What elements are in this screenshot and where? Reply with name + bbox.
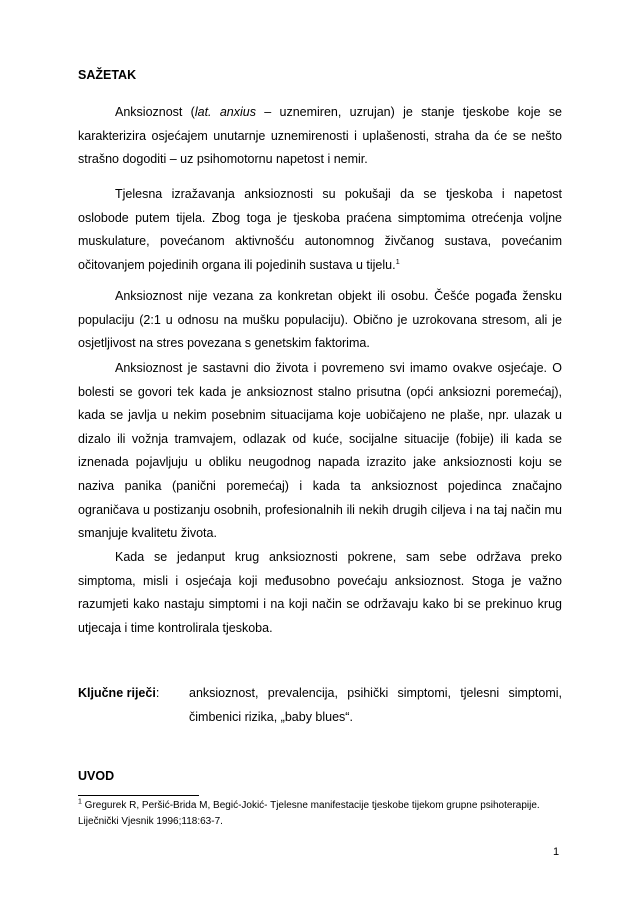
keywords-label: Ključne riječi: (78, 686, 160, 700)
p2-text: Tjelesna izražavanja anksioznosti su pokušaji da se tjeskoba i napetost oslobode putem tijela. Zbog toga je tjeskoba praćena simptomima otrećenja voljne muskulature, povećanom aktivnošću autonomnog živčanog sustava, povećanim očitovanjem pojedinih organa ili pojedinih sustava u tijelu. (78, 187, 562, 272)
footnote-separator (78, 795, 199, 796)
footnote-text: Gregurek R, Peršić-Brida M, Begić-Jokić- Tjelesne manifestacije tjeskobe tijekom grupne psihoterapije. Liječnički Vjesnik 1996;118:63-7. (78, 800, 540, 827)
summary-paragraph-4: Anksioznost je sastavni dio života i povremeno svi imamo ovakve osjećaje. O bolesti se govori tek kada je anksioznost stalno prisutna (opći anksiozni poremećaj), kada se javlja u nekim posebnim situacijama koje uobičajeno ne plaše, npr. ulazak u dizalo ili vožnja tramvajem, odlazak od kuće, socijalne situacije (fobije) ili kada se iznenada pojavljuju u obliku neugodnog napada izrazito jake anksioznosti koju se naziva panika (panični poremećaj) i kada ta anksioznost pojedinca značajno ograničava u postizanju osobnih, profesionalnih ili nekih drugih ciljeva i na taj način mu smanjuje kvalitetu života. (78, 361, 562, 541)
footnote (78, 798, 548, 829)
keywords-value: anksioznost, prevalencija, psihički simptomi, tjelesni simptomi, čimbenici rizika, „baby blues“. (189, 686, 562, 724)
summary-heading: SAŽETAK (78, 68, 137, 82)
footnote-reference: 1 (395, 256, 400, 266)
summary-paragraph-1 (78, 101, 562, 172)
summary-paragraph-2 (78, 183, 562, 277)
p1-before: Anksioznost ( (115, 105, 195, 119)
footnote-number: 1 (78, 798, 82, 806)
page-number: 1 (553, 846, 560, 858)
intro-heading: UVOD (78, 769, 115, 783)
p1-latin-term: lat. anxius (194, 105, 256, 119)
summary-paragraph-5: Kada se jedanput krug anksioznosti pokrene, sam sebe održava preko simptoma, misli i osjećaja koji međusobno povećaju anksioznost. Stoga je važno razumjeti kako nastaju simptomi i na koji način se održavaju kako bi se prekinuo krug utjecaja i time kontrolirala tjeskoba. (78, 550, 562, 635)
summary-paragraph-3: Anksioznost nije vezana za konkretan objekt ili osobu. Češće pogađa žensku populaciju (2:1 u odnosu na mušku populaciju). Obično je uzrokovana stresom, ali je osjetljivost na stres povezana s genetskim faktorima. (78, 289, 562, 351)
p1-after: – uznemiren, uzrujan) je stanje tjeskobe koje se karakterizira osjećajem unutarnje uznemirenosti i uplašenosti, straha da će se nešto strašno dogoditi – uz psihomotornu napetost i nemir. (78, 105, 563, 167)
